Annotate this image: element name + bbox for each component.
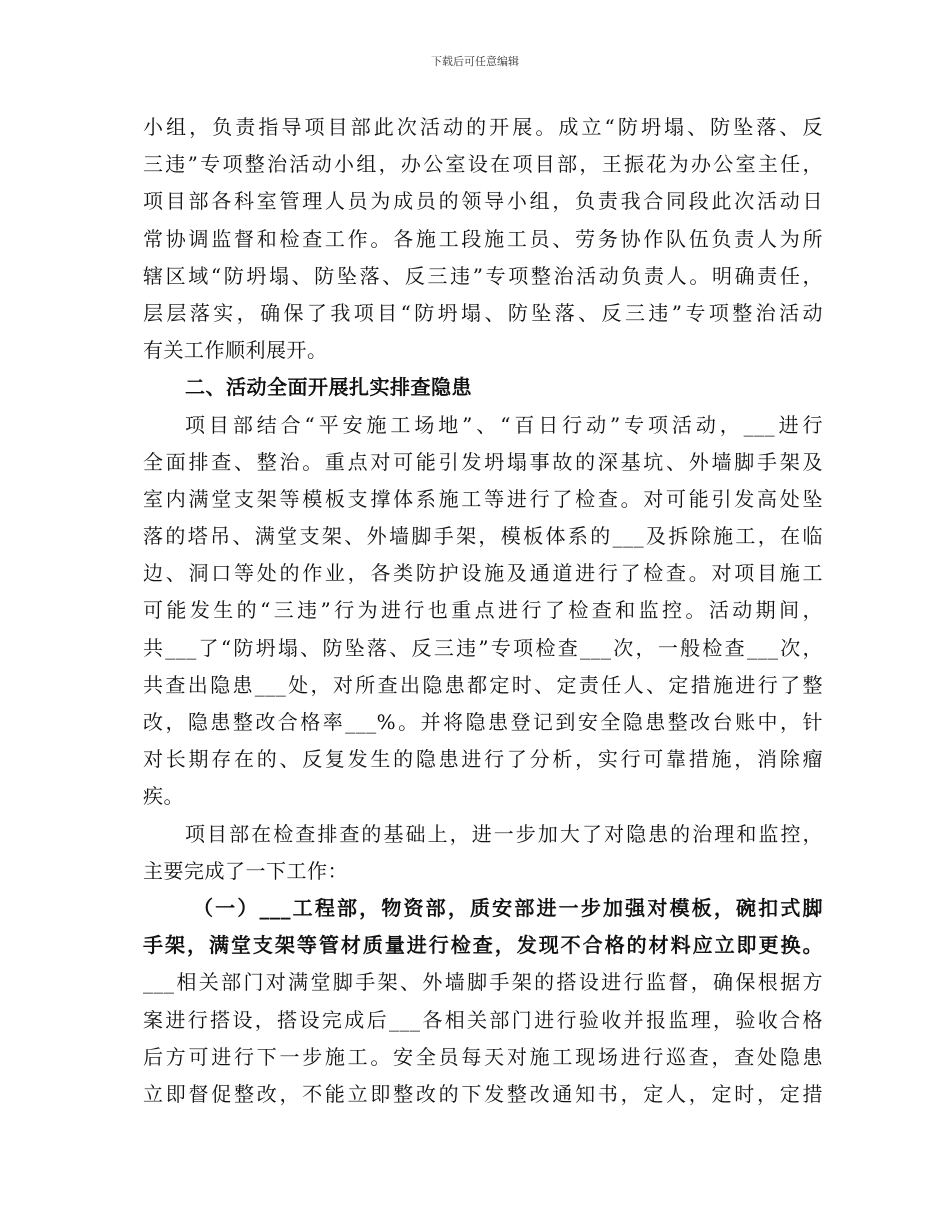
text-line: 层层落实，确保了我项目“防坍塌、防坠落、反三违”专项整治活动 bbox=[143, 300, 823, 325]
text-line: 共___了“防坍塌、防坠落、反三违”专项检查___次，一般检查___次， bbox=[143, 635, 823, 660]
page-header: 下载后可任意编辑 bbox=[431, 55, 519, 68]
text-line: 有关工作顺利展开。 bbox=[143, 338, 328, 363]
text-line: ___相关部门对满堂脚手架、外墙脚手架的搭设进行监督，确保根据方 bbox=[143, 970, 823, 995]
text-line: 疾。 bbox=[143, 784, 184, 809]
text-line: 可能发生的“三违”行为进行也重点进行了检查和监控。活动期间， bbox=[143, 598, 823, 623]
text-line: 后方可进行下一步施工。安全员每天对施工现场进行巡查，查处隐患 bbox=[143, 1044, 823, 1069]
text-line: 项目部在检查排查的基础上，进一步加大了对隐患的治理和监控， bbox=[185, 821, 823, 846]
text-line: 三违”专项整治活动小组，办公室设在项目部，王振花为办公室主任， bbox=[143, 152, 823, 177]
text-line: 立即督促整改，不能立即整改的下发整改通知书，定人，定时，定措 bbox=[143, 1081, 823, 1106]
bold-text-line: 手架，满堂支架等管材质量进行检查，发现不合格的材料应立即更换。 bbox=[143, 933, 823, 958]
text-line: 对长期存在的、反复发生的隐患进行了分析，实行可靠措施，消除瘤 bbox=[143, 747, 823, 772]
document-body bbox=[143, 109, 823, 1113]
text-line: 案进行搭设，搭设完成后___各相关部门进行验收并报监理，验收合格 bbox=[143, 1007, 823, 1032]
text-line: 改，隐患整改合格率___%。并将隐患登记到安全隐患整改台账中，针 bbox=[143, 710, 823, 734]
text-line: 主要完成了一下工作： bbox=[143, 858, 348, 883]
text-line: 常协调监督和检查工作。各施工段施工员、劳务协作队伍负责人为所 bbox=[143, 226, 823, 251]
subsection-heading: （一）___工程部，物资部，质安部进一步加强对模板，碗扣式脚 bbox=[193, 895, 823, 920]
text-line: 项目部结合“平安施工场地”、“百日行动”专项活动，___进行 bbox=[185, 412, 823, 437]
text-line: 落的塔吊、满堂支架、外墙脚手架，模板体系的___及拆除施工，在临 bbox=[143, 524, 823, 549]
text-line: 共查出隐患___处，对所查出隐患都定时、定责任人、定措施进行了整 bbox=[143, 672, 823, 697]
section-heading: 二、活动全面开展扎实排查隐患 bbox=[185, 375, 472, 400]
text-line: 全面排查、整治。重点对可能引发坍塌事故的深基坑、外墙脚手架及 bbox=[143, 449, 823, 474]
text-line: 辖区域“防坍塌、防坠落、反三违”专项整治活动负责人。明确责任， bbox=[143, 263, 823, 288]
text-line: 项目部各科室管理人员为成员的领导小组，负责我合同段此次活动日 bbox=[143, 189, 823, 214]
text-line: 室内满堂支架等模板支撑体系施工等进行了检查。对可能引发高处坠 bbox=[143, 486, 823, 511]
text-line: 小组，负责指导项目部此次活动的开展。成立“防坍塌、防坠落、反 bbox=[143, 115, 823, 139]
text-line: 边、洞口等处的作业，各类防护设施及通道进行了检查。对项目施工 bbox=[143, 561, 823, 586]
